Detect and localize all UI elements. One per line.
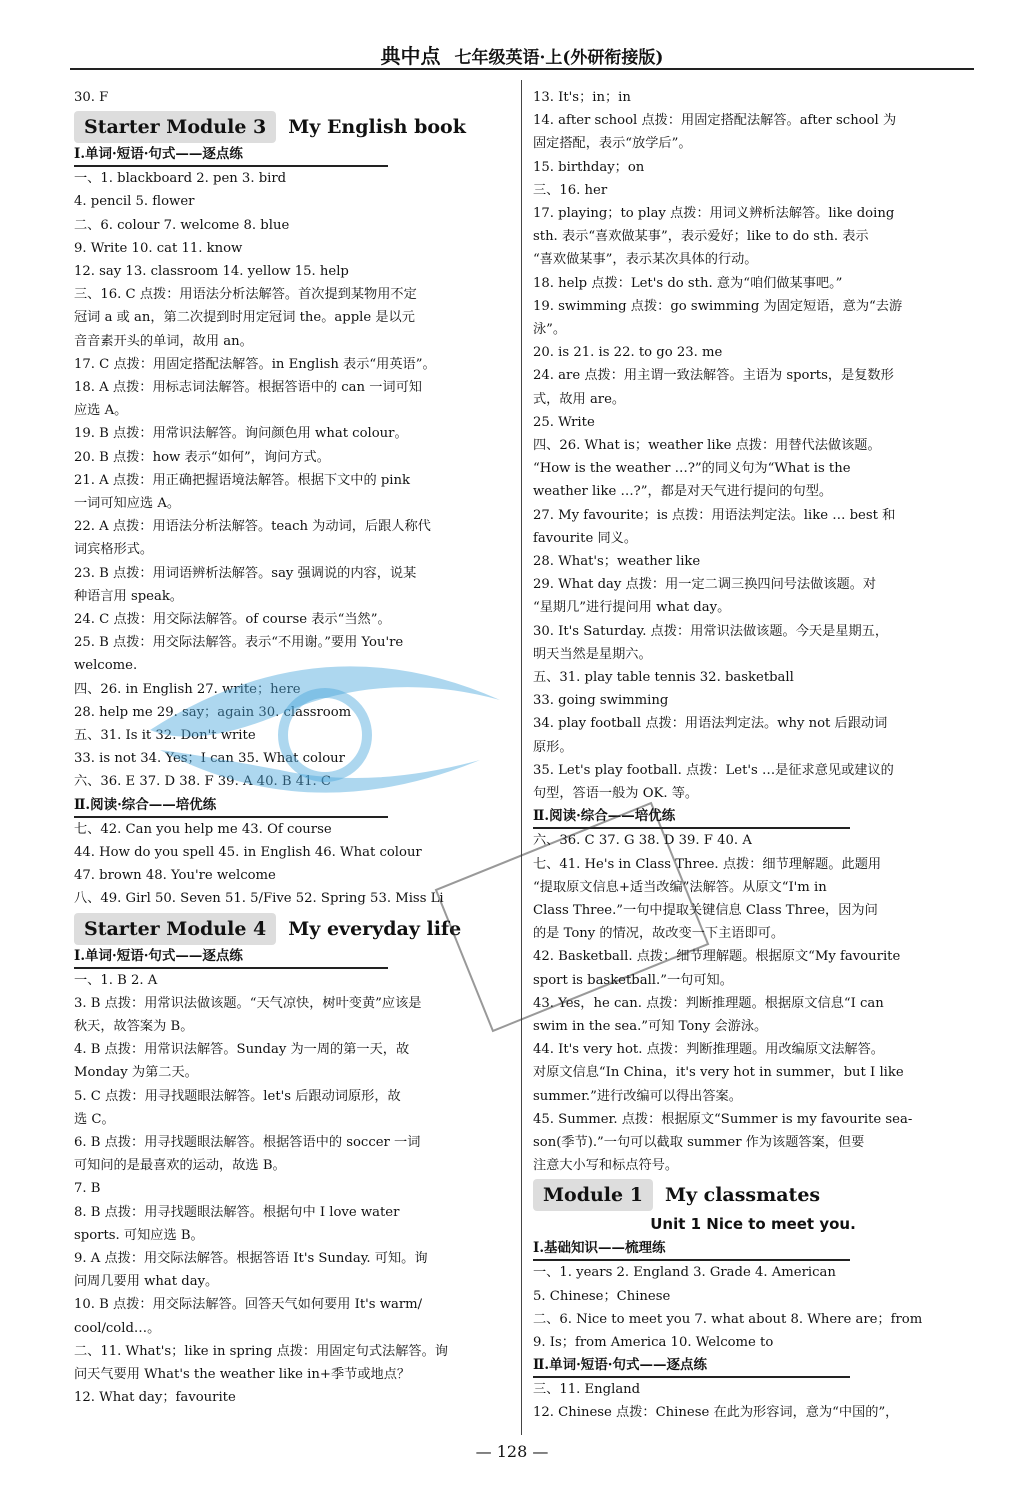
answer-line: 八、49. Girl 50. Seven 51. 5/Five 52. Spring 53. Miss Li (74, 891, 444, 907)
unit-heading: Unit 1 Nice to meet you. (650, 1215, 856, 1234)
section-heading: Ⅰ.单词·短语·句式——逐点练 (74, 143, 388, 167)
answer-line: 18. A 点拨：用标志词法解答。根据答语中的 can 一词可知 (74, 380, 422, 396)
answer-line: 44. How do you spell 45. in English 46. What colour (74, 844, 422, 860)
answer-line: weather like …?”，都是对天气进行提问的句型。 (533, 484, 833, 500)
answer-line: 4. B 点拨：用常识法解答。Sunday 为一周的第一天，故 (74, 1042, 410, 1058)
header-rule (70, 68, 974, 70)
right-column (533, 86, 973, 1425)
answer-line: 42. Basketball. 点拨：细节理解题。根据原文“My favourite (533, 949, 901, 965)
answer-line: 一、1. B 2. A (74, 972, 158, 988)
answer-line: cool/cold…。 (74, 1320, 161, 1336)
answer-line: 43. Yes，he can. 点拨：判断推理题。根据原文信息“I can (533, 995, 884, 1011)
answer-line: 对原文信息“In China，it's very hot in summer，but I like (533, 1065, 904, 1081)
answer-line: 30. F (74, 90, 109, 105)
answer-line: 9. Write 10. cat 11. know (74, 240, 243, 256)
answer-line: 二、6. Nice to meet you 7. what about 8. Where are；from (533, 1311, 923, 1327)
answer-line: sports. 可知应选 B。 (74, 1227, 204, 1243)
answer-line: 23. B 点拨：用词语辨析法解答。say 强调说的内容，说某 (74, 565, 417, 581)
answer-line: 问天气要用 What's the weather like in+季节或地点？ (74, 1366, 411, 1382)
answer-line: Class Three.”一句中提取关键信息 Class Three，因为问 (533, 902, 878, 918)
answer-line: 原形。 (533, 739, 573, 755)
answer-line: 27. My favourite；is 点拨：用语法判定法。like … best 和 (533, 507, 896, 523)
answer-line: 8. B 点拨：用寻找题眼法解答。根据句中 I love water (74, 1204, 400, 1220)
answer-line: 47. brown 48. You're welcome (74, 868, 276, 884)
answer-line: 七、42. Can you help me 43. Of course (74, 821, 332, 837)
answer-line: son(季节).”一句可以截取 summer 作为该题答案，但要 (533, 1134, 865, 1150)
answer-line: swim in the sea.”可知 Tony 会游泳。 (533, 1018, 768, 1034)
answer-line: 冠词 a 或 an，第二次提到时用定冠词 the。apple 是以元 (74, 310, 415, 326)
answer-line: “喜欢做某事”，表示某次具体的行动。 (533, 252, 758, 268)
answer-line: 12. What day；favourite (74, 1390, 236, 1406)
module-heading (533, 1179, 973, 1211)
answer-line: 21. A 点拨：用正确把握语境法解答。根据下文中的 pink (74, 472, 410, 488)
book-title: 七年级英语·上(外研衔接版) (454, 48, 664, 68)
answer-line: 的是 Tony 的情况，故改变一下主语即可。 (533, 926, 785, 942)
answer-line: sth. 表示“喜欢做某事”，表示爱好；like to do sth. 表示 (533, 229, 869, 245)
answer-line: 三、16. C 点拨：用语法分析法解答。首次提到某物用不定 (74, 287, 417, 303)
module-label: Starter Module 3 (74, 111, 276, 143)
watermark-eye-icon (140, 640, 510, 820)
section-heading: Ⅱ.阅读·综合——培优练 (533, 805, 850, 829)
answer-line: 35. Let's play football. 点拨：Let's …是征求意见或建议的 (533, 762, 894, 778)
answer-line: sport is basketball.”一句可知。 (533, 972, 733, 988)
answer-line: 4. pencil 5. flower (74, 194, 195, 210)
answer-line: 24. C 点拨：用交际法解答。of course 表示“当然”。 (74, 612, 391, 628)
answer-line: 秋天，故答案为 B。 (74, 1018, 194, 1034)
module-label: Module 1 (533, 1179, 653, 1211)
answer-line: 一词可知应选 A。 (74, 496, 181, 512)
answer-line: 四、26. What is；weather like 点拨：用替代法做该题。 (533, 438, 881, 454)
answer-line: 泳”。 (533, 322, 567, 338)
answer-line: 二、6. colour 7. welcome 8. blue (74, 217, 290, 233)
answer-line: 明天当然是星期六。 (533, 646, 652, 662)
answer-line: 五、31. play table tennis 32. basketball (533, 670, 794, 686)
answer-line: 三、11. England (533, 1382, 641, 1398)
answer-line: 30. It's Saturday. 点拨：用常识法做该题。今天是星期五， (533, 623, 889, 639)
answer-line: “How is the weather …?”的同义句为“What is the (533, 461, 851, 477)
answer-line: 44. It's very hot. 点拨：判断推理题。用改编原文法解答。 (533, 1042, 884, 1058)
book-logo: 典中点 (380, 44, 441, 68)
answer-line: 种语言用 speak。 (74, 588, 183, 604)
answer-line: 9. Is；from America 10. Welcome to (533, 1334, 774, 1350)
answer-line: 句型，答语一般为 OK. 等。 (533, 786, 699, 802)
answer-line: 二、11. What's；like in spring 点拨：用固定句式法解答。询 (74, 1343, 448, 1359)
answer-line: 四、26. in English 27. write；here (74, 681, 301, 697)
answer-line: 17. C 点拨：用固定搭配法解答。in English 表示“用英语”。 (74, 356, 436, 372)
module-title: My classmates (664, 1184, 821, 1207)
answer-line: 28. help me 29. say；again 30. classroom (74, 704, 352, 720)
answer-line: 22. A 点拨：用语法分析法解答。teach 为动词，后跟人称代 (74, 519, 431, 535)
answer-line: 25. Write (533, 414, 595, 430)
answer-line: 18. help 点拨：Let's do sth. 意为“咱们做某事吧。” (533, 275, 843, 291)
answer-line: 28. What's；weather like (533, 554, 701, 570)
answer-line: 25. B 点拨：用交际法解答。表示“不用谢。”要用 You're (74, 635, 404, 651)
answer-line: 一、1. blackboard 2. pen 3. bird (74, 171, 287, 187)
answer-line: 一、1. years 2. England 3. Grade 4. American (533, 1265, 836, 1281)
answer-line: 33. going swimming (533, 693, 669, 709)
answer-line: 五、31. Is it 32. Don't write (74, 728, 256, 744)
module-title: My English book (288, 116, 466, 139)
page-number: — 128 — (475, 1442, 549, 1461)
answer-line: 六、36. C 37. G 38. D 39. F 40. A (533, 833, 752, 849)
answer-line: 45. Summer. 点拨：根据原文“Summer is my favourite sea- (533, 1111, 913, 1127)
answer-line: 5. C 点拨：用寻找题眼法解答。let's 后跟动词原形，故 (74, 1088, 401, 1104)
answer-line: 20. is 21. is 22. to go 23. me (533, 345, 723, 361)
module-heading (74, 111, 510, 143)
section-heading: Ⅰ.基础知识——梳理练 (533, 1237, 850, 1261)
answer-line: 15. birthday；on (533, 159, 645, 175)
answer-line: 34. play football 点拨：用语法判定法。why not 后跟动词 (533, 716, 888, 732)
page-header (70, 40, 974, 70)
answer-line: summer.”进行改编可以得出答案。 (533, 1088, 742, 1104)
module-label: Starter Module 4 (74, 913, 276, 945)
module-title: My everyday life (288, 917, 462, 940)
answer-line: 13. It's；in；in (533, 90, 631, 105)
answer-line: Monday 为第二天。 (74, 1065, 198, 1081)
answer-line: 5. Chinese；Chinese (533, 1288, 671, 1304)
answer-line: 音音素开头的单词，故用 an。 (74, 333, 253, 349)
answer-line: 24. are 点拨：用主谓一致法解答。主语为 sports，是复数形 (533, 368, 894, 384)
answer-line: 词宾格形式。 (74, 542, 154, 558)
answer-line: 注意大小写和标点符号。 (533, 1158, 679, 1174)
section-heading: Ⅱ.单词·短语·句式——逐点练 (533, 1354, 850, 1378)
answer-line: 7. B (74, 1181, 101, 1197)
answer-line: 19. swimming 点拨：go swimming 为固定短语，意为“去游 (533, 298, 903, 314)
answer-line: “提取原文信息+适当改编”法解答。从原文“I'm in (533, 879, 827, 895)
section-heading: Ⅰ.单词·短语·句式——逐点练 (74, 945, 388, 969)
answer-line: 19. B 点拨：用常识法解答。询问颜色用 what colour。 (74, 426, 408, 442)
answer-line: 七、41. He's in Class Three. 点拨：细节理解题。此题用 (533, 856, 882, 872)
answer-line: 可知问的是最喜欢的运动，故选 B。 (74, 1158, 286, 1174)
answer-line: 3. B 点拨：用常识法做该题。“天气凉快，树叶变黄”应该是 (74, 995, 422, 1011)
answer-line: 9. A 点拨：用交际法解答。根据答语 It's Sunday. 可知。询 (74, 1250, 428, 1266)
answer-line: 20. B 点拨：how 表示“如何”，询问方式。 (74, 449, 330, 465)
answer-line: 12. say 13. classroom 14. yellow 15. help (74, 264, 349, 280)
answer-line: 选 C。 (74, 1111, 115, 1127)
module-heading (74, 913, 510, 945)
answer-line: “星期几”进行提问用 what day。 (533, 600, 731, 616)
answer-line: 33. is not 34. Yes；I can 35. What colour (74, 751, 345, 767)
answer-line: 六、36. E 37. D 38. F 39. A 40. B 41. C (74, 774, 331, 790)
answer-line: welcome. (74, 658, 138, 674)
answer-line: favourite 同义。 (533, 530, 638, 546)
answer-line: 式，故用 are。 (533, 391, 626, 407)
answer-line: 10. B 点拨：用交际法解答。回答天气如何要用 It's warm/ (74, 1297, 423, 1313)
answer-line: 固定搭配，表示“放学后”。 (533, 136, 692, 152)
answer-line: 三、16. her (533, 182, 608, 198)
answer-line: 14. after school 点拨：用固定搭配法解答。after school 为 (533, 113, 897, 129)
answer-line: 12. Chinese 点拨：Chinese 在此为形容词，意为“中国的”， (533, 1405, 899, 1421)
section-heading: Ⅱ.阅读·综合——培优练 (74, 794, 388, 818)
answer-line: 应选 A。 (74, 403, 128, 419)
answer-line: 问周几要用 what day。 (74, 1274, 219, 1290)
answer-line: 29. What day 点拨：用一定二调三换四问号法做该题。对 (533, 577, 877, 593)
answer-line: 6. B 点拨：用寻找题眼法解答。根据答语中的 soccer 一词 (74, 1134, 421, 1150)
answer-line: 17. playing；to play 点拨：用词义辨析法解答。like doing (533, 206, 895, 222)
column-divider (521, 80, 522, 1435)
